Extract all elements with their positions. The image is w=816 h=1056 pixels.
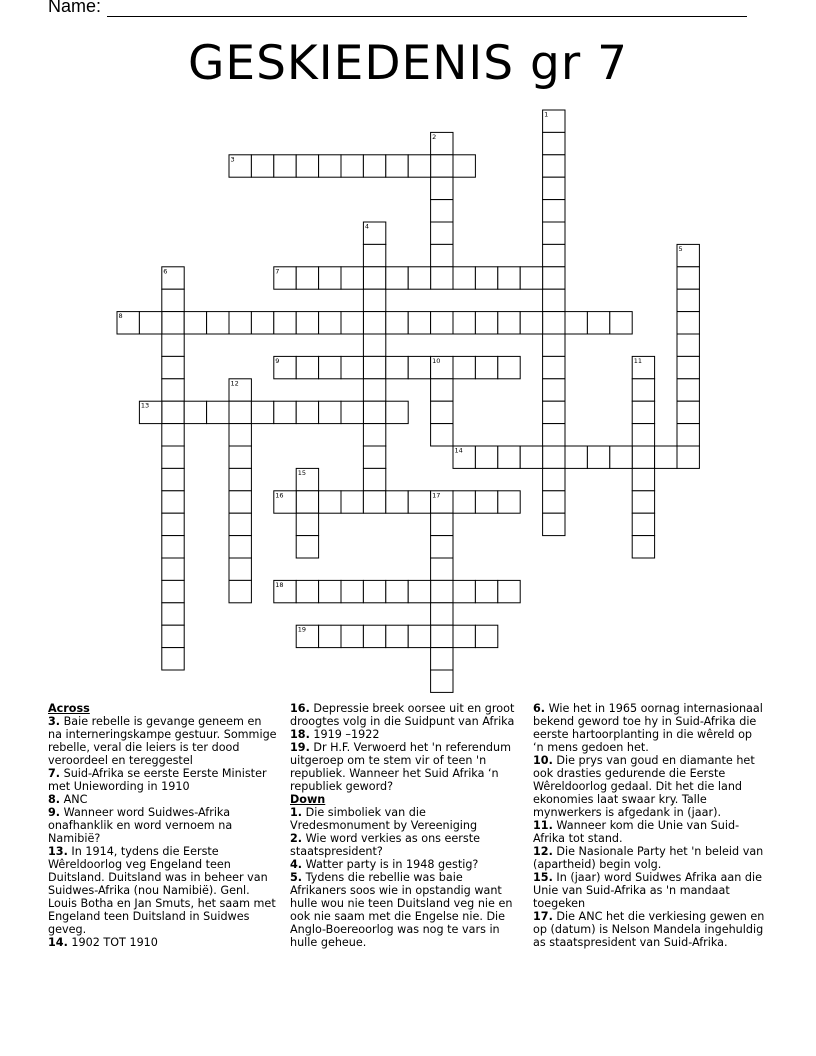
grid-cell[interactable] [363, 468, 385, 490]
grid-cell[interactable] [162, 491, 184, 513]
clues-column-3 [533, 702, 765, 949]
clues-column-2 [290, 702, 518, 949]
grid-cell[interactable] [543, 446, 565, 468]
grid-cell[interactable] [520, 312, 542, 334]
across-header: Across [48, 702, 90, 715]
grid-cell[interactable] [677, 446, 699, 468]
grid-cell[interactable] [363, 289, 385, 311]
grid-cell[interactable] [162, 513, 184, 535]
clue-down-1: 1. Die simboliek van die Vredesmonument by Vereeniging [290, 806, 478, 832]
grid-cell[interactable] [363, 401, 385, 423]
grid-cell[interactable] [341, 625, 363, 647]
clue-down-4: 4. Watter party is in 1948 gestig? [290, 858, 479, 871]
grid-cell[interactable] [543, 222, 565, 244]
grid-cell[interactable] [274, 401, 296, 423]
cell-number: 8 [118, 312, 123, 321]
grid-cell[interactable] [453, 356, 475, 378]
grid-cell[interactable] [274, 155, 296, 177]
grid-cell[interactable] [162, 334, 184, 356]
grid-cell[interactable] [229, 536, 251, 558]
clue-across-13: 13. In 1914, tydens die Eerste Wêreldoorlog veg Engeland teen Duitsland. Duitsland was in beheer van Suidwes-Afrika (nou Namibië). Genl. Louis Botha en Jan Smuts, het saam met Engeland teen Duitsland in Suidwes geveg. [48, 845, 276, 936]
grid-cell[interactable] [363, 491, 385, 513]
grid-cell[interactable] [677, 401, 699, 423]
grid-cell[interactable] [677, 312, 699, 334]
grid-cell[interactable] [251, 155, 273, 177]
grid-cell[interactable] [363, 356, 385, 378]
grid-cell[interactable] [363, 580, 385, 602]
grid-cell[interactable] [296, 312, 318, 334]
grid-cell[interactable] [431, 648, 453, 670]
grid-cell[interactable] [543, 312, 565, 334]
cell-number: 15 [297, 468, 306, 477]
grid-cell[interactable] [251, 312, 273, 334]
clue-down-6: 6. Wie het in 1965 oornag internasionaal bekend geword toe hy in Suid-Afrika die eerste hartoorplanting in die wêreld op ‘n mens gedoen het. [533, 702, 763, 754]
grid-cell[interactable] [319, 155, 341, 177]
grid-cell[interactable] [520, 446, 542, 468]
cell-number: 10 [432, 356, 441, 365]
grid-cell[interactable] [229, 401, 251, 423]
grid-cell[interactable] [229, 312, 251, 334]
grid-cell[interactable] [363, 379, 385, 401]
grid-cell[interactable] [319, 625, 341, 647]
grid-cell[interactable] [363, 312, 385, 334]
cell-number: 13 [140, 401, 150, 410]
grid-cell[interactable] [475, 625, 497, 647]
grid-cell[interactable] [475, 580, 497, 602]
grid-cell[interactable] [677, 424, 699, 446]
grid-cell[interactable] [632, 424, 654, 446]
grid-cell[interactable] [408, 625, 430, 647]
grid-cell[interactable] [319, 401, 341, 423]
grid-cell[interactable] [632, 446, 654, 468]
grid-cell[interactable] [431, 155, 453, 177]
cell-number: 5 [678, 244, 683, 253]
grid-cell[interactable] [632, 536, 654, 558]
grid-cell[interactable] [363, 334, 385, 356]
grid-cell[interactable] [296, 267, 318, 289]
grid-cell[interactable] [431, 670, 453, 692]
grid-cell[interactable] [498, 312, 520, 334]
grid-cell[interactable] [162, 401, 184, 423]
grid-cell[interactable] [162, 580, 184, 602]
grid-cell[interactable] [543, 356, 565, 378]
grid-cell[interactable] [363, 625, 385, 647]
grid-cell[interactable] [453, 580, 475, 602]
grid-cell[interactable] [677, 379, 699, 401]
clue-down-15: 15. In (jaar) word Suidwes Afrika aan die Unie van Suid-Afrika as 'n mandaat toegeken [533, 871, 762, 910]
grid-cell[interactable] [565, 312, 587, 334]
grid-cell[interactable] [453, 155, 475, 177]
grid-cell[interactable] [498, 580, 520, 602]
grid-cell[interactable] [431, 312, 453, 334]
grid-cell[interactable] [677, 334, 699, 356]
grid-cell[interactable] [341, 356, 363, 378]
grid-cell[interactable] [431, 536, 453, 558]
grid-cell[interactable] [431, 177, 453, 199]
grid-cell[interactable] [431, 558, 453, 580]
grid-cell[interactable] [565, 446, 587, 468]
grid-cell[interactable] [431, 513, 453, 535]
clue-down-10: 10. Die prys van goud en diamante het ook drasties gedurende die Eerste Wêreldoorlog gedaal. Dit het die land ekonomies laat swaar kry. Talle mynwerkers is afgedank in (jaar). [533, 754, 755, 819]
grid-cell[interactable] [296, 155, 318, 177]
grid-cell[interactable] [543, 424, 565, 446]
grid-cell[interactable] [453, 491, 475, 513]
grid-cell[interactable] [431, 222, 453, 244]
grid-cell[interactable] [162, 558, 184, 580]
grid-cell[interactable] [341, 580, 363, 602]
cell-number: 1 [544, 110, 549, 119]
clues-column-1 [48, 702, 278, 949]
grid-cell[interactable] [229, 424, 251, 446]
cell-number: 9 [275, 356, 280, 365]
clue-across-16: 16. Depressie breek oorsee uit en groot droogtes volg in die Suidpunt van Afrika [290, 702, 515, 728]
cell-number: 6 [163, 267, 168, 276]
grid-cell[interactable] [408, 312, 430, 334]
grid-cell[interactable] [431, 625, 453, 647]
grid-cell[interactable] [296, 356, 318, 378]
grid-cell[interactable] [363, 244, 385, 266]
grid-cell[interactable] [341, 491, 363, 513]
clue-down-12: 12. Die Nasionale Party het 'n beleid van (apartheid) begin volg. [533, 845, 764, 871]
grid-cell[interactable] [632, 513, 654, 535]
grid-cell[interactable] [229, 580, 251, 602]
clue-across-14: 14. 1902 TOT 1910 [48, 936, 158, 949]
cell-number: 18 [275, 580, 284, 589]
grid-cell[interactable] [341, 401, 363, 423]
grid-cell[interactable] [543, 132, 565, 154]
grid-cell[interactable] [341, 155, 363, 177]
grid-cell[interactable] [431, 267, 453, 289]
clue-across-8: 8. ANC [48, 793, 88, 806]
clue-down-11: 11. Wanneer kom die Unie van Suid-Afrika tot stand. [533, 819, 740, 845]
grid-cell[interactable] [520, 267, 542, 289]
cell-number: 7 [275, 267, 280, 276]
grid-cell[interactable] [610, 446, 632, 468]
grid-cell[interactable] [162, 356, 184, 378]
grid-cell[interactable] [632, 491, 654, 513]
cell-number: 2 [432, 132, 437, 141]
grid-cell[interactable] [408, 356, 430, 378]
grid-cell[interactable] [431, 401, 453, 423]
grid-cell[interactable] [543, 334, 565, 356]
grid-cell[interactable] [408, 267, 430, 289]
cell-number: 3 [230, 155, 235, 164]
grid-cell[interactable] [543, 200, 565, 222]
grid-cell[interactable] [431, 200, 453, 222]
grid-cell[interactable] [431, 244, 453, 266]
grid-cell[interactable] [677, 289, 699, 311]
grid-cell[interactable] [162, 379, 184, 401]
clue-across-9: 9. Wanneer word Suidwes-Afrika onafhanklik en word vernoem na Namibië? [48, 806, 233, 845]
grid-cell[interactable] [475, 491, 497, 513]
grid-cell[interactable] [184, 312, 206, 334]
cell-number: 14 [454, 446, 463, 455]
grid-cell[interactable] [543, 244, 565, 266]
grid-cell[interactable] [229, 491, 251, 513]
grid-cell[interactable] [229, 558, 251, 580]
clue-across-18: 18. 1919 –1922 [290, 728, 380, 741]
grid-cell[interactable] [162, 312, 184, 334]
clue-across-3: 3. Baie rebelle is gevange geneem en na interneringskampe gestuur. Sommige rebelle, veral die leiers is ter dood veroordeel en tereggestel [48, 715, 277, 767]
grid-cell[interactable] [296, 580, 318, 602]
grid-cell[interactable] [587, 312, 609, 334]
grid-cell[interactable] [543, 513, 565, 535]
grid-cell[interactable] [543, 491, 565, 513]
grid-cell[interactable] [229, 513, 251, 535]
cell-number: 4 [364, 222, 370, 231]
grid-cell[interactable] [543, 379, 565, 401]
grid-cell[interactable] [431, 379, 453, 401]
grid-cell[interactable] [207, 312, 229, 334]
grid-cell[interactable] [296, 536, 318, 558]
grid-cell[interactable] [475, 267, 497, 289]
cell-number: 11 [633, 356, 642, 365]
grid-cell[interactable] [229, 446, 251, 468]
grid-cell[interactable] [139, 312, 161, 334]
grid-cell[interactable] [363, 446, 385, 468]
grid-cell[interactable] [498, 446, 520, 468]
grid-cell[interactable] [162, 536, 184, 558]
grid-cell[interactable] [162, 424, 184, 446]
name-label: Name: [48, 0, 102, 16]
grid-cell[interactable] [319, 356, 341, 378]
clue-down-5: 5. Tydens die rebellie was baie Afrikaners soos wie in opstandig want hulle wou nie teen Duitsland veg nie en ook nie saam met die Engelse nie. Die Anglo-Boereoorlog was nog te vars in hulle geheue. [290, 871, 513, 949]
grid-cell[interactable] [655, 446, 677, 468]
grid-cell[interactable] [274, 312, 296, 334]
grid-cell[interactable] [363, 424, 385, 446]
clue-across-7: 7. Suid-Afrika se eerste Eerste Minister met Uniewording in 1910 [48, 767, 267, 793]
grid-cell[interactable] [453, 625, 475, 647]
grid-cell[interactable] [251, 401, 273, 423]
grid-cell[interactable] [162, 446, 184, 468]
grid-cell[interactable] [475, 312, 497, 334]
grid-cell[interactable] [431, 603, 453, 625]
grid-cell[interactable] [162, 603, 184, 625]
grid-cell[interactable] [363, 155, 385, 177]
grid-cell[interactable] [386, 491, 408, 513]
grid-cell[interactable] [543, 177, 565, 199]
grid-cell[interactable] [453, 267, 475, 289]
grid-cell[interactable] [677, 267, 699, 289]
grid-cell[interactable] [475, 356, 497, 378]
grid-cell[interactable] [319, 267, 341, 289]
grid-cell[interactable] [296, 401, 318, 423]
grid-cell[interactable] [632, 401, 654, 423]
grid-cell[interactable] [184, 401, 206, 423]
grid-cell[interactable] [543, 267, 565, 289]
cell-number: 12 [230, 379, 239, 388]
grid-cell[interactable] [319, 312, 341, 334]
cell-number: 17 [432, 491, 441, 500]
grid-cell[interactable] [677, 356, 699, 378]
grid-cell[interactable] [498, 356, 520, 378]
grid-cell[interactable] [498, 491, 520, 513]
grid-cell[interactable] [319, 491, 341, 513]
cell-number: 19 [297, 625, 306, 634]
clue-down-2: 2. Wie word verkies as ons eerste staatspresident? [290, 832, 481, 858]
page-title: GESKIEDENIS gr 7 [187, 36, 628, 91]
grid-cell[interactable] [543, 155, 565, 177]
grid-cell[interactable] [386, 401, 408, 423]
grid-cell[interactable] [431, 424, 453, 446]
grid-cell[interactable] [341, 267, 363, 289]
grid-cell[interactable] [207, 401, 229, 423]
grid-cell[interactable] [386, 625, 408, 647]
grid-cell[interactable] [543, 289, 565, 311]
grid-cell[interactable] [296, 513, 318, 535]
grid-cell[interactable] [162, 625, 184, 647]
grid-cell[interactable] [341, 312, 363, 334]
clue-down-17: 17. Die ANC het die verkiesing gewen en op (datum) is Nelson Mandela ingehuldig as staatspresident van Suid-Afrika. [533, 910, 765, 949]
grid-cell[interactable] [386, 155, 408, 177]
grid-cell[interactable] [363, 267, 385, 289]
grid-cell[interactable] [498, 267, 520, 289]
grid-cell[interactable] [610, 312, 632, 334]
down-header: Down [290, 793, 326, 806]
grid-cell[interactable] [632, 468, 654, 490]
grid-cell[interactable] [386, 580, 408, 602]
grid-cell[interactable] [587, 446, 609, 468]
grid-cell[interactable] [162, 468, 184, 490]
grid-cell[interactable] [453, 312, 475, 334]
cell-number: 16 [275, 491, 284, 500]
grid-cell[interactable] [162, 648, 184, 670]
grid-cell[interactable] [319, 580, 341, 602]
grid-cell[interactable] [475, 446, 497, 468]
grid-cell[interactable] [408, 491, 430, 513]
grid-cell[interactable] [543, 468, 565, 490]
grid-cell[interactable] [386, 312, 408, 334]
grid-cell[interactable] [632, 379, 654, 401]
grid-cell[interactable] [229, 468, 251, 490]
grid-cell[interactable] [386, 267, 408, 289]
grid-cell[interactable] [408, 155, 430, 177]
clue-across-19: 19. Dr H.F. Verwoerd het 'n referendum uitgeroep om te stem vir of teen 'n republiek. Wanneer het Suid Afrika ‘n republiek geword? [290, 741, 511, 793]
grid-cell[interactable] [543, 401, 565, 423]
grid-cell[interactable] [408, 580, 430, 602]
grid-cell[interactable] [162, 289, 184, 311]
grid-cell[interactable] [386, 356, 408, 378]
grid-cell[interactable] [431, 580, 453, 602]
grid-cell[interactable] [296, 491, 318, 513]
